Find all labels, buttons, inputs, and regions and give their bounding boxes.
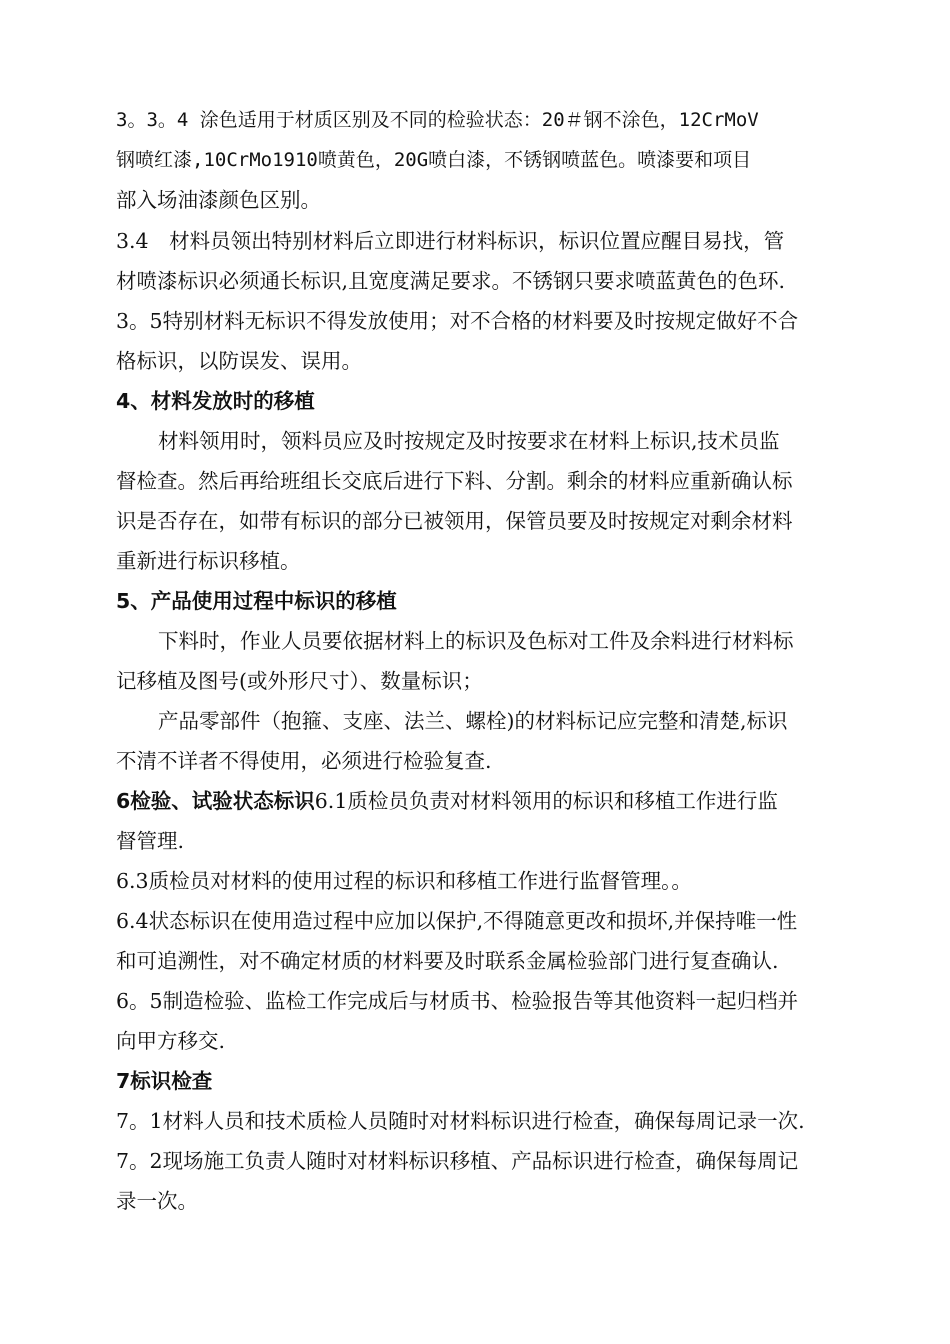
text-line: 录一次。 <box>116 1189 198 1213</box>
text-line: 向甲方移交. <box>116 1029 226 1053</box>
text-line <box>116 786 778 816</box>
text-line: 6。5制造检验、监检工作完成后与材质书、检验报告等其他资料一起归档并 <box>116 989 799 1013</box>
text-line: 3。5特别材料无标识不得发放使用；对不合格的材料要及时按规定做好不合 <box>116 309 799 333</box>
inline-text: 6.1质检员负责对材料领用的标识和移植工作进行监 <box>314 789 778 813</box>
text-line: 重新进行标识移植。 <box>116 549 301 573</box>
text-line: 7。1材料人员和技术质检人员随时对材料标识进行检查，确保每周记录一次. <box>116 1109 805 1133</box>
text-line: 格标识，以防误发、误用。 <box>116 349 362 373</box>
text-line: 督检查。然后再给班组长交底后进行下料、分割。剩余的材料应重新确认标 <box>116 469 793 493</box>
text-line: 和可追溯性，对不确定材质的材料要及时联系金属检验部门进行复查确认. <box>116 949 779 973</box>
text-line: 3。3。4 涂色适用于材质区别及不同的检验状态：20＃钢不涂色，12CrMoV <box>116 109 759 131</box>
text-line: 3.4 材料员领出特别材料后立即进行材料标识，标识位置应醒目易找，管 <box>116 229 785 253</box>
text-line: 钢喷红漆,10CrMo1910喷黄色，20G喷白漆，不锈钢喷蓝色。喷漆要和项目 <box>116 149 752 171</box>
text-line: 督管理. <box>116 829 185 853</box>
text-line: 部入场油漆颜色区别。 <box>116 188 321 212</box>
text-line: 产品零部件（抱箍、支座、法兰、螺栓)的材料标记应完整和清楚,标识 <box>158 709 788 733</box>
text-line: 识是否存在，如带有标识的部分已被领用，保管员要及时按规定对剩余材料 <box>116 509 793 533</box>
text-line: 7。2现场施工负责人随时对材料标识移植、产品标识进行检查，确保每周记 <box>116 1149 799 1173</box>
text-line: 材喷漆标识必须通长标识,且宽度满足要求。不锈钢只要求喷蓝黄色的色环. <box>116 269 786 293</box>
text-line: 记移植及图号(或外形尺寸）、数量标识； <box>116 669 483 693</box>
text-line: 下料时，作业人员要依据材料上的标识及色标对工件及余料进行材料标 <box>158 629 794 653</box>
section-heading: 6检验、试验状态标识 <box>116 789 315 813</box>
text-line: 材料领用时，领料员应及时按规定及时按要求在材料上标识,技术员监 <box>158 429 780 453</box>
section-heading: 5、产品使用过程中标识的移植 <box>116 589 397 613</box>
section-heading: 7标识检查 <box>116 1069 213 1093</box>
text-line: 6.3质检员对材料的使用过程的标识和移植工作进行监督管理。。 <box>116 869 692 893</box>
section-heading: 4、材料发放时的移植 <box>116 389 315 413</box>
text-line: 6.4状态标识在使用造过程中应加以保护,不得随意更改和损坏,并保持唯一性 <box>116 909 798 933</box>
text-line: 不清不详者不得使用，必须进行检验复查. <box>116 749 492 773</box>
